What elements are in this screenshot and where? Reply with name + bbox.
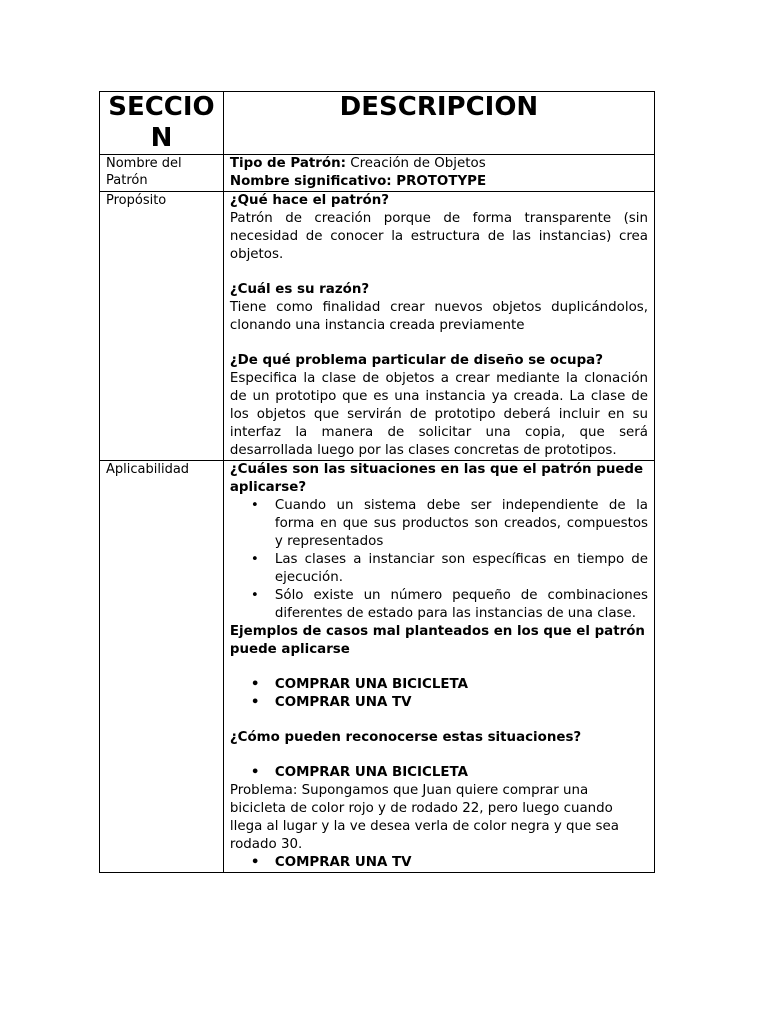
list-item: • COMPRAR UNA BICICLETA	[250, 765, 468, 780]
bullet-icon: •	[250, 855, 260, 870]
descripcion-heading: DESCRIPCION	[223, 92, 654, 155]
bullet-icon: •	[250, 677, 260, 692]
reconocer-list-b	[230, 854, 648, 872]
aplicabilidad-content	[223, 461, 654, 873]
list-item: • COMPRAR UNA BICICLETA	[250, 677, 468, 692]
nombre-significativo: Nombre significativo: PROTOTYPE	[229, 174, 487, 189]
proposito-q3: ¿De qué problema particular de diseño se ocupa?	[229, 353, 603, 368]
bullet-icon: •	[250, 588, 259, 603]
proposito-a3: Especifica la clase de objetos a crear mediante la clonación de un prototipo que es una instancia ya creada. La clase de los objetos que servirán de prototipo deberá incluir en su interfaz la manera de solicitar una copia, que será desarrollada luego por las clases concretas de prototipos.	[229, 371, 648, 458]
nombre-content	[223, 155, 654, 192]
tipo-label: Tipo de Patrón:	[229, 156, 346, 171]
aplicabilidad-q1: ¿Cuáles son las situaciones en las que el patrón puede aplicarse?	[229, 462, 644, 495]
seccion-heading: SECCION	[100, 92, 224, 155]
proposito-a2: Tiene como finalidad crear nuevos objetos duplicándolos, clonando una instancia creada previamente	[229, 300, 648, 333]
list-item: • COMPRAR UNA TV	[250, 855, 412, 870]
reconocer-list-a	[230, 764, 648, 782]
situaciones-list	[230, 497, 648, 623]
proposito-q2: ¿Cuál es su razón?	[229, 282, 370, 297]
proposito-row	[100, 192, 655, 461]
aplicabilidad-q3: ¿Cómo pueden reconocerse estas situaciones?	[229, 730, 582, 745]
nombre-row	[100, 155, 655, 192]
header-row	[100, 92, 655, 155]
ejemplos-list	[230, 676, 648, 712]
bullet-icon: •	[250, 765, 260, 780]
problema-text: Problema: Supongamos que Juan quiere comprar una bicicleta de color rojo y de rodado 22, pero luego cuando llega al lugar y la ve desea verla de color negra y que sea rodado 30.	[229, 783, 619, 852]
list-item: • Cuando un sistema debe ser independiente de la forma en que sus productos son creados, compuestos y representados	[250, 498, 648, 549]
aplicabilidad-q2: Ejemplos de casos mal planteados en los que el patrón puede aplicarse	[229, 624, 645, 657]
aplicabilidad-label: Aplicabilidad	[100, 461, 224, 873]
pattern-table	[99, 91, 655, 873]
proposito-q1: ¿Qué hace el patrón?	[229, 193, 390, 208]
list-item: • Sólo existe un número pequeño de combinaciones diferentes de estado para las instancias de una clase.	[250, 588, 648, 621]
nombre-label: Nombre del Patrón	[100, 155, 224, 192]
bullet-icon: •	[250, 498, 259, 513]
list-item: • COMPRAR UNA TV	[250, 695, 412, 710]
proposito-label: Propósito	[100, 192, 224, 461]
proposito-a1: Patrón de creación porque de forma transparente (sin necesidad de conocer la estructura de las instancias) crea objetos.	[229, 211, 648, 262]
tipo-value: Creación de Objetos	[345, 156, 486, 171]
bullet-icon: •	[250, 695, 260, 710]
proposito-content	[223, 192, 654, 461]
bullet-icon: •	[250, 552, 259, 567]
list-item: • Las clases a instanciar son específicas en tiempo de ejecución.	[250, 552, 648, 585]
aplicabilidad-row	[100, 461, 655, 873]
